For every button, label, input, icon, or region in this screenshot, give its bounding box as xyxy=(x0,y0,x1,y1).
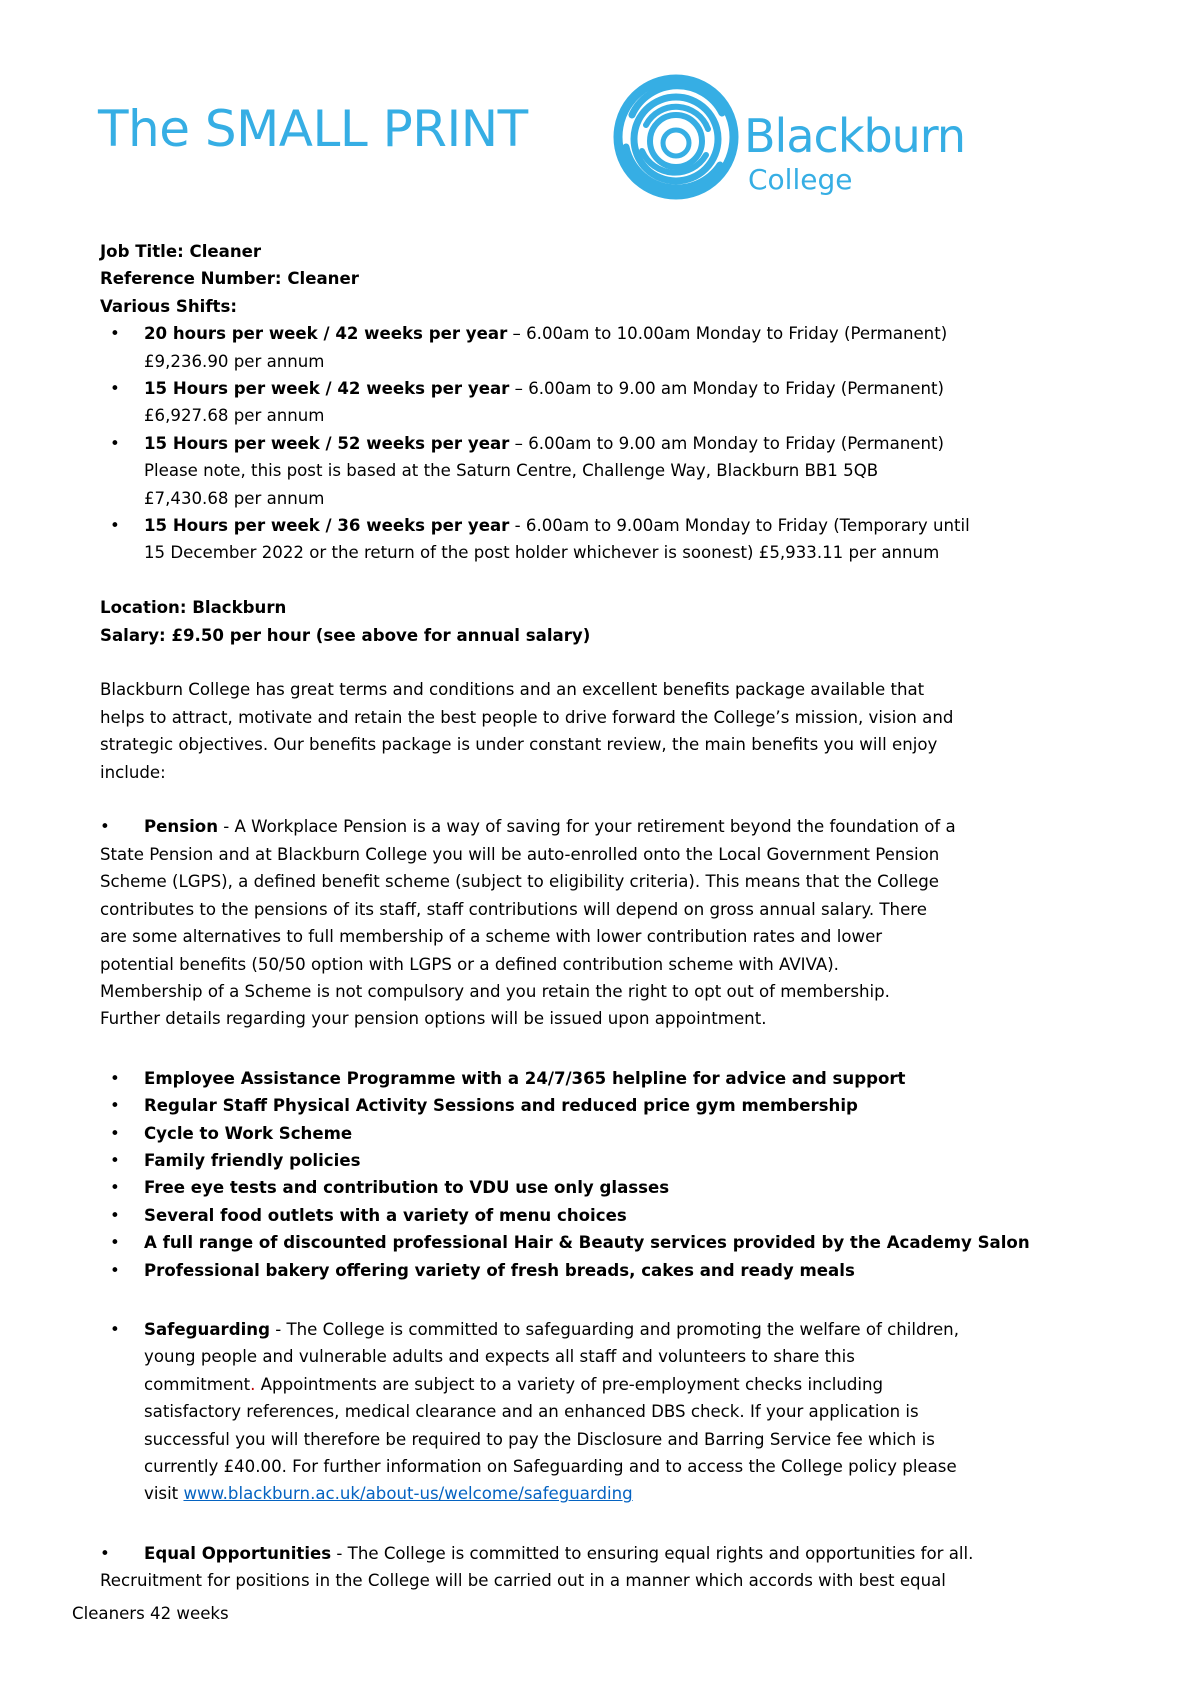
shift-salary: £7,430.68 xyxy=(144,488,229,508)
safeguarding-text: successful you will therefore be required to pay the Disclosure and Barring Service fee which is xyxy=(144,1429,935,1449)
shift-salary-unit: per annum xyxy=(843,543,940,563)
shift-times-cont: 15 December 2022 or the return of the post holder whichever is soonest) xyxy=(144,543,754,563)
safeguarding-text: satisfactory references, medical clearance and an enhanced DBS check. If your application is xyxy=(144,1402,919,1422)
bullet-icon: • xyxy=(110,1150,120,1170)
pension-text: Membership of a Scheme is not compulsory and you retain the right to opt out of membership. xyxy=(100,981,890,1001)
pension-text: contributes to the pensions of its staff, staff contributions will depend on gross annual salary. There xyxy=(100,899,927,919)
bullet-icon: • xyxy=(110,1260,120,1280)
bullet-icon: • xyxy=(110,1233,120,1253)
shift-times: – 6.00am to 9.00 am Monday to Friday (Permanent) xyxy=(509,379,944,399)
logo-subtitle: College xyxy=(748,163,853,196)
pension-text: are some alternatives to full membership of a scheme with lower contribution rates and lower xyxy=(100,927,883,947)
logo-name: Blackburn xyxy=(744,109,966,163)
safeguarding-text: - The College is committed to safeguarding and promoting the welfare of children, xyxy=(269,1319,959,1339)
shift-salary-unit: per annum xyxy=(228,406,325,426)
safeguarding-text: young people and vulnerable adults and expects all staff and volunteers to share this xyxy=(144,1347,855,1367)
shift-item xyxy=(100,430,1020,512)
intro-line: strategic objectives. Our benefits package is under constant review, the main benefits you will enjoy xyxy=(100,735,938,755)
pension-text: - A Workplace Pension is a way of saving for your retirement beyond the foundation of a xyxy=(218,817,956,837)
intro-line: include: xyxy=(100,762,166,782)
bullet-icon: • xyxy=(100,817,110,837)
pension-heading: Pension xyxy=(144,817,219,837)
bullet-icon: • xyxy=(110,1319,120,1339)
shift-salary: £9,236.90 xyxy=(144,351,229,371)
location: Location: Blackburn xyxy=(100,598,287,618)
benefit-text: Employee Assistance Programme with a 24/7/365 helpline for advice and support xyxy=(144,1068,906,1088)
shift-times: - 6.00am to 9.00am Monday to Friday (Temporary until xyxy=(509,516,970,536)
bullet-icon: • xyxy=(110,1068,120,1088)
benefits-list xyxy=(100,1065,1030,1284)
benefit-text: Professional bakery offering variety of fresh breads, cakes and ready meals xyxy=(144,1260,855,1280)
safeguarding-text: visit xyxy=(144,1484,184,1504)
equal-text: - The College is committed to ensuring equal rights and opportunities for all. xyxy=(331,1543,974,1563)
pension-text: potential benefits (50/50 option with LGPS or a defined contribution scheme with AVIVA). xyxy=(100,954,839,974)
shift-times: – 6.00am to 10.00am Monday to Friday (Permanent) xyxy=(507,324,948,344)
benefit-item xyxy=(100,1257,1020,1284)
benefit-text: Family friendly policies xyxy=(144,1150,361,1170)
red-period: . xyxy=(250,1374,256,1394)
bullet-icon: • xyxy=(110,1205,120,1225)
page-footer: Cleaners 42 weeks xyxy=(72,1604,229,1623)
shift-item xyxy=(100,375,1020,430)
shift-hours: 20 hours per week / 42 weeks per year xyxy=(144,324,508,344)
shift-hours: 15 Hours per week / 36 weeks per year xyxy=(144,516,510,536)
benefit-item xyxy=(100,1120,1020,1147)
benefit-item xyxy=(100,1174,1020,1201)
pension-text: Scheme (LGPS), a defined benefit scheme (subject to eligibility criteria). This means that the College xyxy=(100,872,939,892)
equal-heading: Equal Opportunities xyxy=(144,1543,332,1563)
safeguarding-link[interactable]: www.blackburn.ac.uk/about-us/welcome/safeguarding xyxy=(183,1484,633,1504)
bullet-icon: • xyxy=(110,324,120,344)
benefit-text: Cycle to Work Scheme xyxy=(144,1123,353,1143)
shift-salary-unit: per annum xyxy=(228,488,325,508)
reference-number: Reference Number: Cleaner xyxy=(100,269,359,289)
shift-item xyxy=(100,512,1020,567)
equal-opportunities-section xyxy=(100,1540,1020,1595)
bullet-icon: • xyxy=(110,433,120,453)
job-title: Job Title: Cleaner xyxy=(100,242,262,261)
college-logo xyxy=(612,55,982,215)
bullet-icon: • xyxy=(110,516,120,536)
safeguarding-text: Appointments are subject to a variety of pre-employment checks including xyxy=(255,1374,884,1394)
benefit-item xyxy=(100,1147,1020,1174)
shifts-heading: Various Shifts: xyxy=(100,296,237,316)
intro-line: helps to attract, motivate and retain the best people to drive forward the College’s mission, vision and xyxy=(100,707,954,727)
shift-salary-unit: per annum xyxy=(228,351,325,371)
bullet-icon: • xyxy=(110,1123,120,1143)
benefit-item xyxy=(100,1092,1020,1119)
bullet-icon: • xyxy=(110,1178,120,1198)
pension-text: Further details regarding your pension options will be issued upon appointment. xyxy=(100,1009,767,1029)
shift-hours: 15 Hours per week / 52 weeks per year xyxy=(144,433,510,453)
pension-text: State Pension and at Blackburn College you will be auto-enrolled onto the Local Government Pension xyxy=(100,844,940,864)
document-body xyxy=(100,238,1030,1595)
shift-hours: 15 Hours per week / 42 weeks per year xyxy=(144,379,510,399)
bullet-icon: • xyxy=(100,1543,110,1563)
equal-text: Recruitment for positions in the College will be carried out in a manner which accords with best equal xyxy=(100,1571,946,1591)
benefit-item xyxy=(100,1202,1020,1229)
intro-line: Blackburn College has great terms and conditions and an excellent benefits package available that xyxy=(100,680,925,700)
benefit-text: Free eye tests and contribution to VDU use only glasses xyxy=(144,1178,670,1198)
safeguarding-section xyxy=(100,1316,1020,1508)
shift-salary: £6,927.68 xyxy=(144,406,229,426)
swirl-logo-icon xyxy=(612,55,742,215)
shift-item xyxy=(100,320,1020,375)
benefit-item xyxy=(100,1229,1030,1256)
document-title: The SMALL PRINT xyxy=(98,100,528,158)
benefit-text: Several food outlets with a variety of menu choices xyxy=(144,1205,627,1225)
shift-note: Please note, this post is based at the Saturn Centre, Challenge Way, Blackburn BB1 5QB xyxy=(144,461,879,481)
safeguarding-text: commitment xyxy=(144,1374,251,1394)
shift-times: – 6.00am to 9.00 am Monday to Friday (Permanent) xyxy=(509,433,944,453)
bullet-icon: • xyxy=(110,1096,120,1116)
bullet-icon: • xyxy=(110,379,120,399)
shift-salary: £5,933.11 xyxy=(758,543,844,563)
benefit-item xyxy=(100,1065,1020,1092)
safeguarding-text: currently £40.00. For further information on Safeguarding and to access the College policy please xyxy=(144,1457,957,1477)
benefit-text: A full range of discounted professional Hair & Beauty services provided by the Academy Salon xyxy=(144,1233,1030,1253)
safeguarding-heading: Safeguarding xyxy=(144,1319,270,1339)
benefit-text: Regular Staff Physical Activity Sessions and reduced price gym membership xyxy=(144,1096,858,1116)
pension-section xyxy=(100,813,1020,1032)
salary: Salary: £9.50 per hour (see above for annual salary) xyxy=(100,625,591,645)
